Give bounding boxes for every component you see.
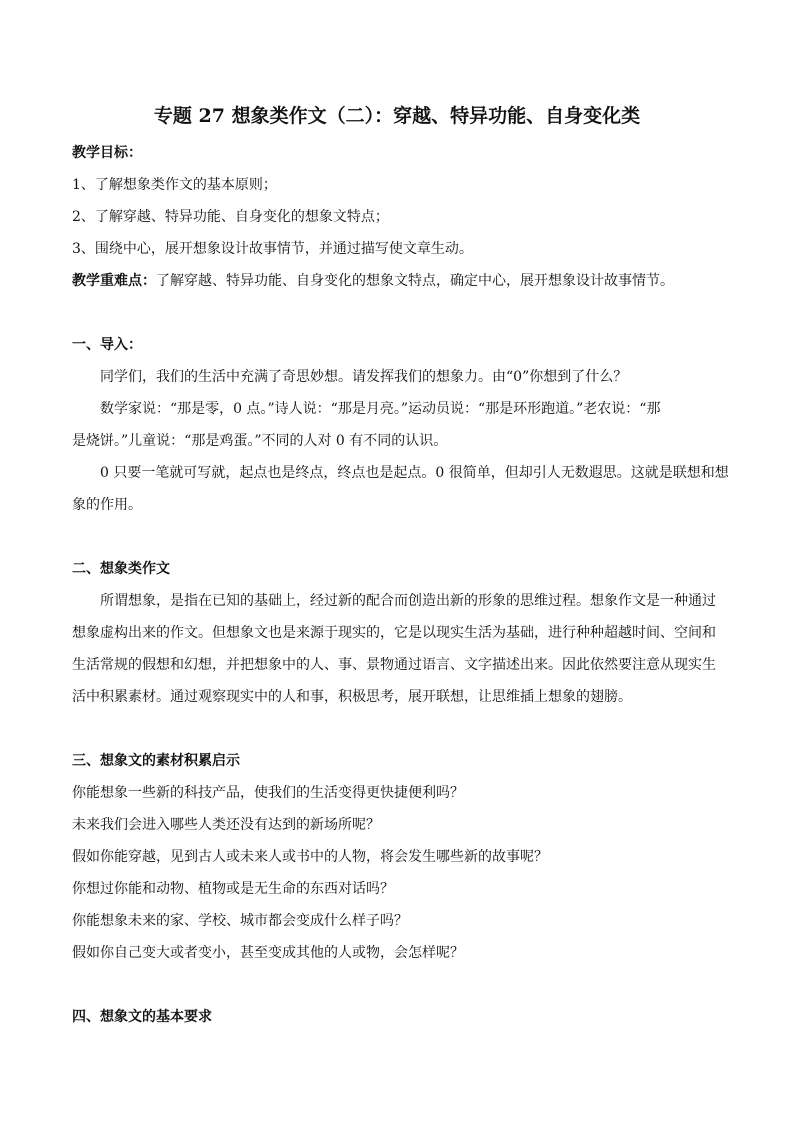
section3-question-1: 你能想象一些新的科技产品，使我们的生活变得更快捷便利吗？ xyxy=(72,785,464,801)
objective-item-3: 3、围绕中心，展开想象设计故事情节，并通过描写使文章生动。 xyxy=(72,241,473,257)
objective-item-1: 1、了解想象类作文的基本原则； xyxy=(72,177,277,193)
section3-question-4: 你想过你能和动物、植物或是无生命的东西对话吗？ xyxy=(72,881,394,897)
section3-question-3: 假如你能穿越，见到古人或未来人或书中的人物，将会发生哪些新的故事呢？ xyxy=(72,849,548,865)
section1-heading: 一、导入： xyxy=(72,337,142,353)
section1-paragraph-3-line-2: 象的作用。 xyxy=(72,497,142,513)
page-title: 专题 27 想象类作文（二）：穿越、特异功能、自身变化类 xyxy=(153,105,641,127)
section2-line-2: 想象虚构出来的作文。但想象文也是来源于现实的，它是以现实生活为基础，进行种种超越时间、空间和 xyxy=(72,625,716,641)
section3-heading: 三、想象文的素材积累启示 xyxy=(72,753,240,769)
section1-paragraph-3-line-1: 0 只要一笔就可写就，起点也是终点，终点也是起点。0 很简单，但却引人无数遐思。这就是联想和想 xyxy=(100,465,729,481)
section2-heading: 二、想象类作文 xyxy=(72,561,170,577)
section1-paragraph-2-line-1: 数学家说：“那是零，0 点。”诗人说：“那是月亮。”运动员说：“那是环形跑道。”老农说：“那 xyxy=(100,401,661,417)
objective-item-2: 2、了解穿越、特异功能、自身变化的想象文特点； xyxy=(72,209,389,225)
objectives-heading: 教学目标： xyxy=(72,145,142,161)
section2-line-1: 所谓想象，是指在已知的基础上，经过新的配合而创造出新的形象的思维过程。想象作文是一种通过 xyxy=(100,593,716,609)
section1-paragraph-1: 同学们，我们的生活中充满了奇思妙想。请发挥我们的想象力。由“0”你想到了什么？ xyxy=(100,369,628,385)
section3-question-2: 未来我们会进入哪些人类还没有达到的新场所呢？ xyxy=(72,817,380,833)
section4-heading: 四、想象文的基本要求 xyxy=(72,1009,212,1025)
section2-line-3: 生活常规的假想和幻想，并把想象中的人、事、景物通过语言、文字描述出来。因此依然要注意从现实生 xyxy=(72,657,716,673)
section1-paragraph-2-line-2: 是烧饼。”儿童说：“那是鸡蛋。”不同的人对 0 有不同的认识。 xyxy=(72,433,448,449)
key-points xyxy=(72,270,674,292)
section3-question-6: 假如你自己变大或者变小，甚至变成其他的人或物，会怎样呢？ xyxy=(72,945,464,961)
key-points-label: 教学重难点： xyxy=(72,273,156,289)
section2-line-4: 活中积累素材。通过观察现实中的人和事，积极思考，展开联想，让思维插上想象的翅膀。 xyxy=(72,689,632,705)
key-points-text: 了解穿越、特异功能、自身变化的想象文特点，确定中心，展开想象设计故事情节。 xyxy=(156,273,674,289)
section3-question-5: 你能想象未来的家、学校、城市都会变成什么样子吗？ xyxy=(72,913,408,929)
